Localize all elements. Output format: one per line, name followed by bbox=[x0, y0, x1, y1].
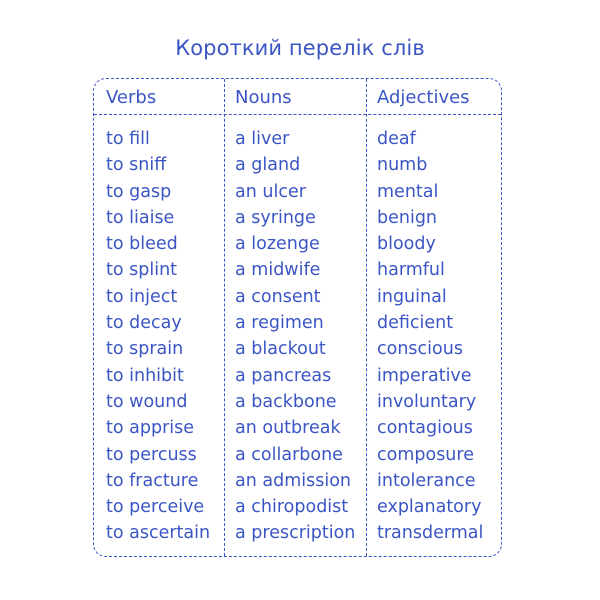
word-item: imperative bbox=[377, 365, 472, 386]
word-item: to liaise bbox=[106, 207, 175, 228]
word-item: benign bbox=[377, 207, 438, 228]
column-divider bbox=[366, 79, 367, 556]
word-item: a liver bbox=[235, 129, 290, 149]
word-item: deaf bbox=[377, 129, 416, 149]
word-item: a prescription bbox=[235, 523, 356, 544]
word-item: inguinal bbox=[377, 286, 447, 307]
page-title: Короткий перелік слів bbox=[175, 36, 425, 60]
word-item: mental bbox=[377, 181, 439, 202]
word-item: deficient bbox=[377, 313, 454, 334]
nouns-list bbox=[235, 126, 355, 547]
word-item: to splint bbox=[106, 260, 178, 281]
word-item: a chiropodist bbox=[235, 497, 349, 518]
word-item: harmful bbox=[377, 260, 445, 281]
word-item: to percuss bbox=[106, 444, 197, 465]
word-item: a gland bbox=[235, 155, 301, 176]
word-item: intolerance bbox=[377, 470, 476, 491]
word-item: to apprise bbox=[106, 418, 195, 439]
verbs-list bbox=[106, 126, 210, 547]
word-item: a consent bbox=[235, 286, 321, 307]
word-item: involuntary bbox=[377, 391, 477, 412]
word-item: an ulcer bbox=[235, 181, 306, 202]
word-item: a blackout bbox=[235, 339, 326, 360]
word-item: a regimen bbox=[235, 313, 324, 334]
word-item: to decay bbox=[106, 313, 182, 334]
word-item: to inject bbox=[106, 286, 178, 307]
word-item: to inhibit bbox=[106, 365, 184, 386]
header-divider bbox=[94, 114, 501, 115]
adjectives-list bbox=[377, 126, 483, 547]
word-item: an admission bbox=[235, 470, 352, 491]
word-item: explanatory bbox=[377, 497, 482, 518]
word-item: to ascertain bbox=[106, 523, 211, 544]
word-item: to sniff bbox=[106, 155, 167, 176]
word-item: transdermal bbox=[377, 523, 484, 544]
nouns-header: Nouns bbox=[235, 87, 292, 108]
word-item: a backbone bbox=[235, 391, 337, 412]
word-item: to bleed bbox=[106, 234, 178, 255]
verbs-header: Verbs bbox=[106, 87, 157, 108]
word-item: composure bbox=[377, 444, 474, 465]
word-item: to wound bbox=[106, 391, 188, 412]
word-item: a midwife bbox=[235, 260, 321, 281]
adjectives-header: Adjectives bbox=[377, 87, 470, 108]
word-item: to sprain bbox=[106, 339, 184, 360]
word-item: numb bbox=[377, 155, 428, 176]
word-item: to fracture bbox=[106, 470, 199, 491]
word-item: contagious bbox=[377, 418, 473, 439]
word-list-table bbox=[93, 78, 502, 557]
word-item: a syringe bbox=[235, 207, 316, 228]
word-item: conscious bbox=[377, 339, 463, 360]
word-item: a pancreas bbox=[235, 365, 332, 386]
word-item: an outbreak bbox=[235, 418, 341, 439]
word-item: to perceive bbox=[106, 497, 205, 518]
word-item: to gasp bbox=[106, 181, 172, 202]
column-divider bbox=[224, 79, 225, 556]
word-item: to fill bbox=[106, 129, 150, 149]
word-item: a collarbone bbox=[235, 444, 343, 465]
word-item: bloody bbox=[377, 234, 436, 255]
word-item: a lozenge bbox=[235, 234, 320, 255]
